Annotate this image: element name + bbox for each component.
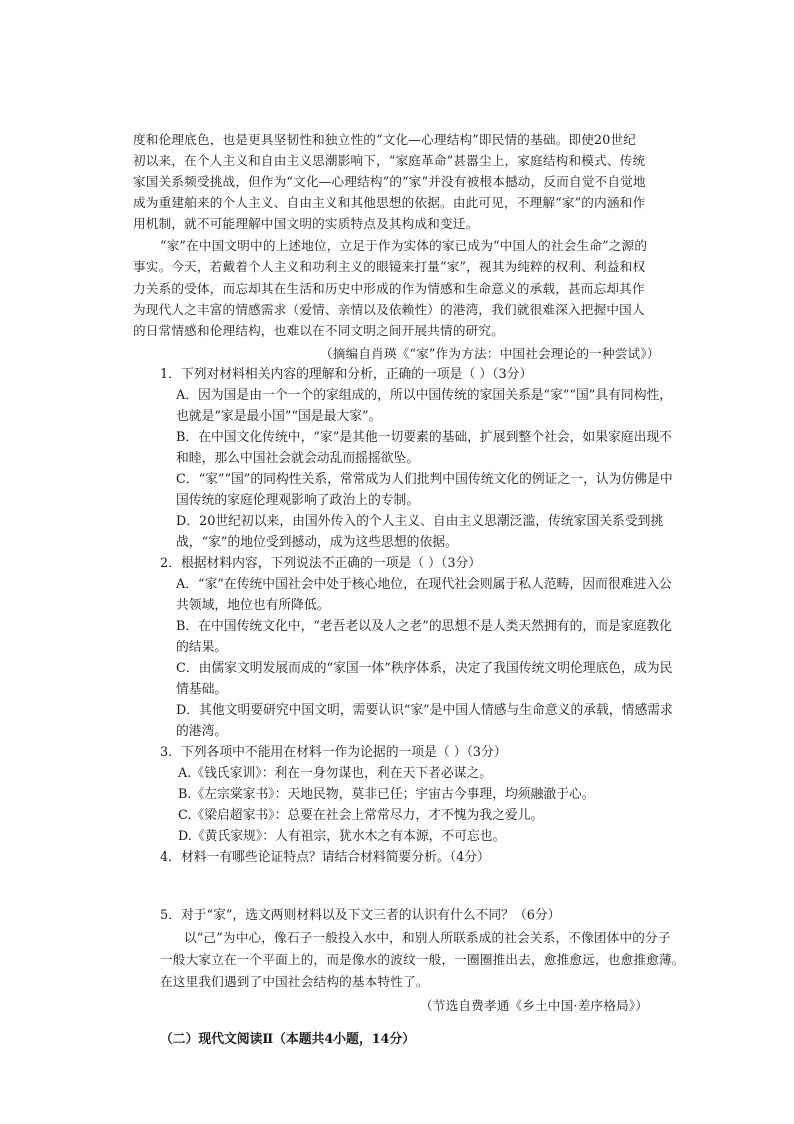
passage-line: “家”在中国文明中的上述地位，立足于作为实体的家已成为“中国人的社会生命”之源的 <box>160 238 648 253</box>
q5-quote-line: 一般大家立在一个平面上的，而是像水的波纹一般，一圈圈推出去，愈推愈远，也愈推愈薄。 <box>160 952 685 967</box>
q2-option-b-cont: 的结果。 <box>176 640 228 655</box>
q3-option-b: B.《左宗棠家书》：天地民物，莫非已任；宇宙古今事理，均须融澈于心。 <box>178 787 595 802</box>
q2-option-a-cont: 共领域，地位也有所降低。 <box>176 598 330 613</box>
passage-source: （摘编自肖瑛《“家”作为方法：中国社会理论的一种尝试》） <box>320 346 660 361</box>
q1-option-b: B．在中国文化传统中，“家”是其他一切要素的基础，扩展到整个社会，如果家庭出现不 <box>176 430 672 445</box>
passage-line: 为现代人之丰富的情感需求（爱情、亲情以及依赖性）的港湾，我们就很难深入把握中国人 <box>133 302 645 317</box>
q2-option-b: B．在中国传统文化中，“老吾老以及人之老”的思想不是人类天然拥有的，而是家庭教化 <box>176 619 672 634</box>
q2-option-c-cont: 情基础。 <box>176 682 228 697</box>
q3-option-c: C.《梁启超家书》：总要在社会上常常尽力，才不愧为我之爱儿。 <box>178 808 544 823</box>
q2-option-d-cont: 的港湾。 <box>176 724 228 739</box>
passage-line: 成为重建舶来的个人主义、自由主义和其他思想的依据。由此可见，不理解“家”的内涵和作 <box>133 195 646 210</box>
passage-line: 事实。今天，若戴着个人主义和功利主义的眼镜来打量“家”，视其为纯粹的权利、利益和权 <box>133 259 646 274</box>
q1-option-d: D．20世纪初以来，由国外传入的个人主义、自由主义思潮泛滥，传统家国关系受到挑 <box>176 514 664 529</box>
q1-option-c-cont: 国传统的家庭伦理观影响了政治上的专制。 <box>176 493 420 508</box>
passage-line: 家国关系频受挑战，但作为“文化—心理结构”的“家”并没有被根本撼动，反而自觉不自觉地 <box>133 174 646 189</box>
question-5-stem: 5．对于“家”，选文两则材料以及下文三者的认识有什么不同？（6分） <box>160 908 561 923</box>
q5-quote-line: 以“己”为中心，像石子一般投入水中，和别人所联系成的社会关系，不像团体中的分子 <box>184 930 671 945</box>
q1-option-b-cont: 和睦，那么中国社会就会动乱而摇摇欲坠。 <box>176 451 420 466</box>
q1-option-a: A．因为国是由一个一个的家组成的，所以中国传统的家国关系是“家”“国”具有同构性， <box>176 388 673 403</box>
q1-option-c: C．“家”“国”的同构性关系，常常成为人们批判中国传统文化的例证之一，认为仿佛是中 <box>176 472 673 487</box>
q5-quote-source: （节选自费孝通《乡土中国·差序格局》） <box>420 998 649 1013</box>
q1-option-d-cont: 战，“家”的地位受到撼动，成为这些思想的依据。 <box>176 535 458 550</box>
q3-option-d: D.《黄氏家规》：人有祖宗，犹水木之有本源，不可忘也。 <box>178 829 506 844</box>
passage-line: 力关系的受体，而忘却其在生活和历史中形成的作为情感和生命意义的承载，甚而忘却其作 <box>133 281 645 296</box>
q2-option-d: D．其他文明要研究中国文明，需要认识“家”是中国人情感与生命意义的承载，情感需求 <box>176 703 673 718</box>
passage-line: 的日常情感和伦理结构，也难以在不同文明之间开展共情的研究。 <box>133 323 505 338</box>
question-4-stem: 4．材料一有哪些论证特点？请结合材料简要分析。（4分） <box>160 850 490 865</box>
q5-quote-line: 在这里我们遇到了中国社会结构的基本特性了。 <box>160 974 429 989</box>
question-1-stem: 1．下列对材料相关内容的理解和分析，正确的一项是（ ）（3分） <box>160 367 533 382</box>
q1-option-a-cont: 也就是“家是最小国”“国是最大家”。 <box>176 409 382 424</box>
q3-option-a: A.《钱氏家训》：利在一身勿谋也，利在天下者必谋之。 <box>178 766 493 781</box>
q2-option-a: A．“家”在传统中国社会中处于核心地位，在现代社会则属于私人范畴，因而很难进入公 <box>176 577 672 592</box>
question-3-stem: 3．下列各项中不能用在材料一作为论据的一项是（ ）（3分） <box>160 745 507 760</box>
passage-line: 用机制，就不可能理解中国文明的实质特点及其构成和变迁。 <box>133 216 479 231</box>
section-heading: （二）现代文阅读Ⅱ（本题共4小题，14分） <box>160 1032 416 1047</box>
passage-line: 初以来，在个人主义和自由主义思潮影响下，“家庭革命”甚嚣尘上，家庭结构和模式、传统 <box>133 153 646 168</box>
question-2-stem: 2．根据材料内容，下列说法不正确的一项是（ ）（3分） <box>160 556 482 571</box>
q2-option-c: C．由儒家文明发展而成的“家国一体”秩序体系，决定了我国传统文明伦理底色，成为民 <box>176 661 673 676</box>
passage-line: 度和伦理底色，也是更具坚韧性和独立性的“文化—心理结构”即民情的基础。即使20世纪 <box>133 132 637 147</box>
